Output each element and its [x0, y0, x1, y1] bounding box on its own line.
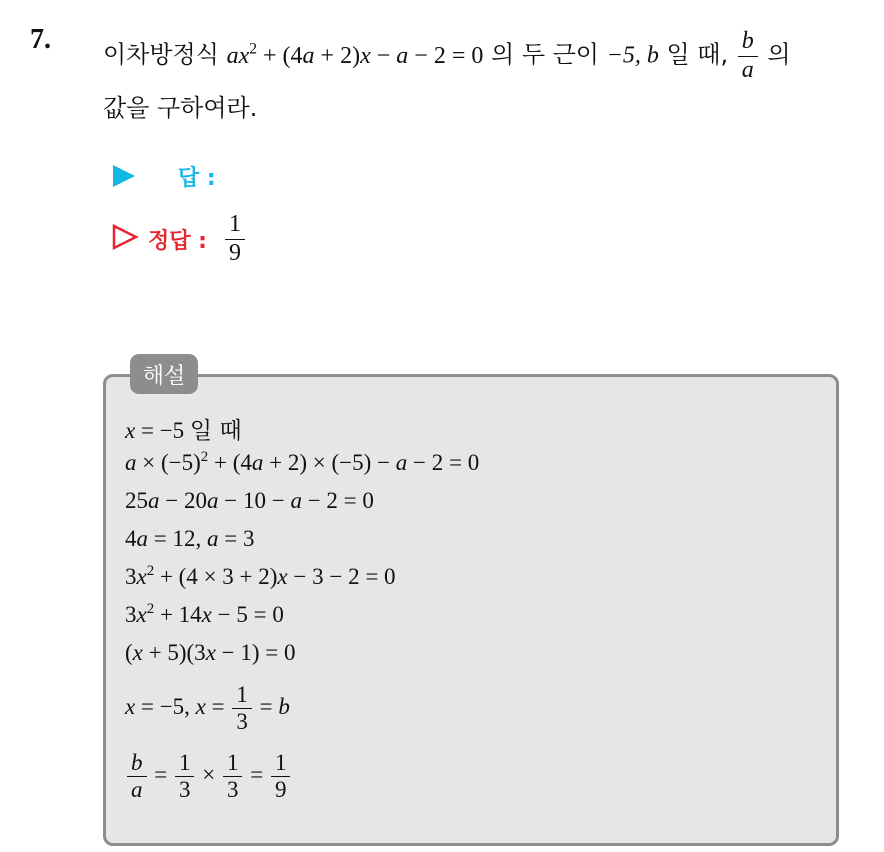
question-when: 일 때, [658, 40, 736, 69]
solution-tag: 해설 [130, 354, 198, 394]
solution-line-2: $a \times (-5)^2 + (4a + 2) \times (-5) - a - 2 = 0$ [125, 449, 480, 475]
answer-label: 답 : [178, 165, 216, 191]
problem-number: 7. [30, 24, 51, 55]
solution-line-3: 25a − 20a − 10 − a − 2 = 0 [125, 488, 374, 513]
roots: −5, b [606, 42, 659, 69]
question-prefix: 이차방정식 [103, 40, 227, 69]
question-line-1 [103, 28, 791, 84]
play-icon [110, 162, 138, 190]
question-suffix: 의 [759, 40, 791, 69]
correct-answer-label: 정답 : [148, 228, 207, 254]
solution-line-8: x = −5, x = $\frac{1}{3}$ = b [125, 682, 290, 735]
equation: $ax^2 + (4a + 2)x - a - 2 = 0$ [226, 40, 484, 69]
question-mid: 의 두 근이 [491, 40, 607, 69]
correct-denominator: 9 [225, 239, 245, 268]
solution-line-7: (x + 5)(3x − 1) = 0 [125, 640, 296, 665]
answer-row [110, 160, 216, 192]
solution-line-9: $\frac{b}{a}$ = $\frac{1}{3}$ × $\frac{1}{3}$ = $\frac{1}{9}$ [125, 750, 292, 804]
question-line-2: 값을 구하여라. [103, 94, 258, 122]
correct-answer-value [225, 211, 245, 267]
solution-line-1: x = −5 일 때 [125, 418, 242, 444]
solution-line-5: $3x^2 + (4 \times 3 + 2)x - 3 - 2 = 0$ [125, 563, 396, 589]
fraction-b-over-a: $\frac{b}{a}$ [738, 28, 758, 84]
solution-line-6: $3x^2 + 14x - 5 = 0$ [125, 601, 284, 627]
solution-line-4: 4a = 12, a = 3 [125, 526, 255, 551]
correct-answer-row [110, 208, 247, 270]
correct-numerator: 1 [228, 210, 241, 237]
play-outline-icon [110, 222, 140, 256]
